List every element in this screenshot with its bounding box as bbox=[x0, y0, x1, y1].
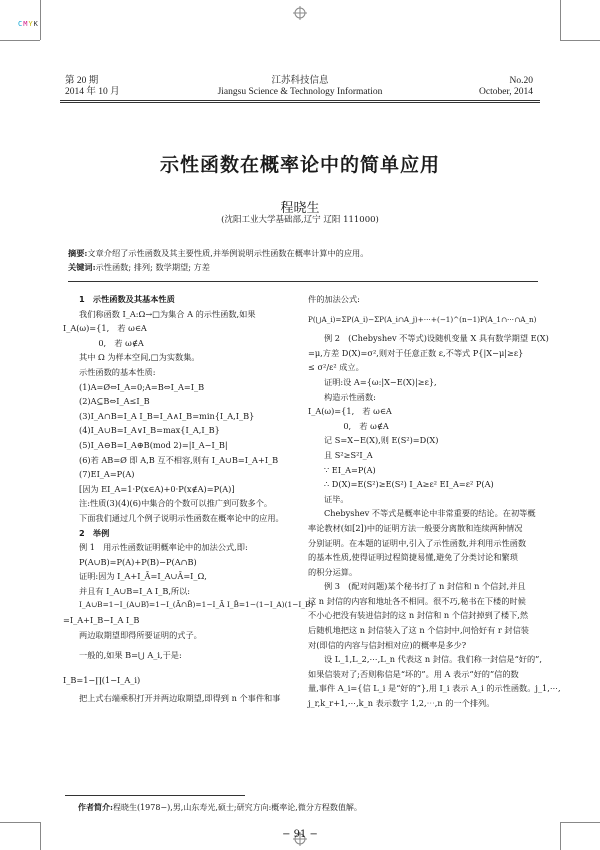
paper-title: 示性函数在概率论中的简单应用 bbox=[159, 154, 440, 176]
header-right bbox=[400, 76, 533, 98]
header-left bbox=[65, 76, 120, 98]
abstract-text: 文章介绍了示性函数及其主要性质,并举例说明示性函数在概率计算中的应用。 bbox=[87, 248, 369, 258]
body-line: 例 3 (配对问题)某个秘书打了 n 封信和 n 个信封,并且 bbox=[324, 581, 526, 592]
formula-line: 0, 若 ω∉A bbox=[308, 420, 389, 431]
property-line: (1)A=Ø⇔I_A=0;A=B⇔I_A=I_B bbox=[79, 381, 205, 392]
body-line: 我们称函数 I_A:Ω→□为集合 A 的示性函数,如果 bbox=[79, 308, 256, 319]
cmyk-color-bar bbox=[18, 20, 39, 28]
left-column bbox=[63, 292, 314, 706]
body-line: 证明:设 A={ω:|X−E(X)|≥ε}, bbox=[324, 376, 437, 387]
body-line: 分别证明。在本题的证明中,引入了示性函数,并利用示性函数 bbox=[308, 537, 527, 548]
crop-mark-tl-v bbox=[40, 0, 41, 40]
property-line: (2)A⊆B⇔I_A≤I_B bbox=[79, 396, 150, 407]
body-line: 其中 Ω 为样本空间,□为实数集。 bbox=[79, 352, 200, 363]
crop-mark-tr-h bbox=[560, 40, 600, 41]
body-line: 证毕。 bbox=[324, 493, 349, 504]
body-line: 如果信装对了;否则称信是“坏的”。用 A 表示“好的”信的数 bbox=[308, 668, 519, 679]
issue-date-en: October, 2014 bbox=[479, 87, 533, 97]
body-line: 对(即信的内容与信封相对应)的概率是多少? bbox=[308, 639, 467, 650]
header-rule-thin bbox=[60, 102, 540, 103]
author-bio bbox=[78, 802, 362, 813]
formula-line: I_B=1−∏(1−I_A_i) bbox=[63, 674, 141, 685]
author-bio-text: 程晓生(1978−),男,山东寿光,硕士;研究方向:概率论,微分方程数值解。 bbox=[112, 803, 362, 812]
abstract-block bbox=[68, 247, 538, 273]
property-line: (4)I_A∪B=I_A∨I_B=max{I_A,I_B} bbox=[79, 425, 220, 436]
body-line: 例 2 (Chebyshev 不等式)设随机变量 X 具有数学期望 E(X) bbox=[324, 333, 549, 344]
body-line: 不小心把没有装进信封的这 n 封信和 n 个信封掉到了楼下,然 bbox=[308, 610, 529, 621]
crop-mark-bl-h bbox=[0, 822, 40, 823]
body-line: 注:性质(3)(4)(6)中集合的个数可以推广到可数多个。 bbox=[79, 498, 273, 509]
abstract-label: 摘要: bbox=[68, 248, 88, 258]
body-line: 并且有 I_A∪B=I_A I_B,所以: bbox=[79, 585, 191, 596]
formula-line: I_A(ω)={1, 若 ω∈A bbox=[308, 406, 392, 417]
formula-line: ∴ D(X)=E(S²)≥E(S²) I_A≥ε² EI_A=ε² P(A) bbox=[324, 479, 494, 490]
author-name: 程晓生 bbox=[280, 201, 320, 216]
property-line: (6)若 AB=Ø 即 A,B 互不相容,则有 I_A∪B=I_A+I_B bbox=[79, 454, 279, 465]
body-line: 这 n 封信的内容和地址各不相同。很不巧,秘书在下楼的时候 bbox=[308, 595, 526, 606]
crop-mark-br-h bbox=[560, 822, 600, 823]
header-rule bbox=[60, 100, 540, 101]
right-column bbox=[308, 292, 561, 711]
issue-date: 2014 年 10 月 bbox=[65, 87, 120, 97]
formula-line: P(A∪B)=P(A)+P(B)−P(A∩B) bbox=[79, 556, 197, 567]
body-line: 的基本性质,使得证明过程简捷易懂,避免了分类讨论和繁琐 bbox=[308, 552, 518, 563]
body-line: 量,事件 A_i={信 L_i 是“好的”},用 I_i 表示 A_i 的示性函数。j_1,⋯, bbox=[308, 683, 561, 694]
formula-line: I_A∪B=1−I_(A∪B)̄=1−I_(Ā∩B̄)=1−I_Ā I_B̄=1−(1−I_A)(1−I_B) bbox=[79, 600, 314, 610]
journal-name-cn: 江苏科技信息 bbox=[271, 76, 329, 86]
section-heading: 2 举例 bbox=[79, 527, 110, 538]
body-line: 率论教材(如[2])中的证明方法一般要分离散和连续两种情况 bbox=[308, 522, 523, 533]
body-line: 例 1 用示性函数证明概率论中的加法公式,即: bbox=[79, 542, 248, 553]
formula-line: 0, 若 ω∉A bbox=[63, 337, 144, 348]
color-k: K bbox=[33, 20, 39, 28]
property-line: (3)I_A∩B=I_A I_B=I_A∧I_B=min{I_A,I_B} bbox=[79, 410, 255, 421]
body-line: 示性函数的基本性质: bbox=[79, 366, 156, 377]
body-line: [因为 EI_A=1·P(x∈A)+0·P(x∉A)=P(A)] bbox=[79, 483, 235, 494]
formula-line: P(⋃A_i)=ΣP(A_i)−ΣP(A_i∩A_j)+⋯+(−1)^(n−1)P(A_1∩⋯∩A_n) bbox=[308, 314, 537, 324]
body-line: 后随机地把这 n 封信装入了这 n 个信封中,问恰好有 r 封信装 bbox=[308, 625, 529, 636]
section-heading: 1 示性函数及其基本性质 bbox=[79, 294, 175, 304]
body-line: 两边取期望即得所要证明的式子。 bbox=[79, 629, 202, 640]
issue-number-en: No.20 bbox=[509, 76, 533, 86]
body-line: 证明:因为 I_A+I_Ā=I_A∪Ā=I_Ω, bbox=[79, 571, 207, 582]
color-m: M bbox=[23, 20, 29, 28]
author-bio-label: 作者简介: bbox=[78, 802, 113, 812]
body-line: 的积分运算。 bbox=[308, 566, 358, 577]
body-line: 下面我们通过几个例子说明示性函数在概率论中的应用。 bbox=[79, 512, 284, 523]
property-line: (7)EI_A=P(A) bbox=[79, 469, 135, 480]
body-line: 一般的,如果 B=⋃ A_i,于是: bbox=[79, 650, 182, 661]
body-line: 构造示性函数: bbox=[324, 391, 376, 402]
page-number: − 91 − bbox=[282, 829, 318, 840]
crop-mark-tl-h bbox=[0, 40, 40, 41]
formula-line: =I_A+I_B−I_A I_B bbox=[63, 615, 140, 626]
body-line: 把上式右端乘积打开并两边取期望,即得到 n 个事件和事 bbox=[79, 693, 281, 704]
abstract-line bbox=[68, 247, 538, 259]
keywords-text: 示性函数; 排列; 数学期望; 方差 bbox=[95, 262, 210, 272]
footnote-rule bbox=[65, 795, 245, 796]
body-line: j_r,k_r+1,⋯,k_n 表示数字 1,2,⋯,n 的一个排列。 bbox=[308, 698, 495, 709]
body-line: 记 S=X−E(X),则 E(S²)=D(X) bbox=[324, 435, 439, 446]
formula-line: I_A(ω)={1, 若 ω∈A bbox=[63, 323, 147, 334]
body-line: Chebyshev 不等式是概率论中非常重要的结论。在初等概 bbox=[324, 508, 536, 519]
abstract-rule bbox=[68, 281, 538, 282]
issue-number: 第 20 期 bbox=[65, 76, 99, 86]
journal-name-en: Jiangsu Science & Technology Information bbox=[217, 87, 383, 97]
property-line: (5)I_A⊖B=I_A⊕B(mod 2)=|I_A−I_B| bbox=[79, 439, 228, 450]
body-line: 且 S²≥S²I_A bbox=[324, 449, 373, 460]
body-line: ∵ EI_A=P(A) bbox=[324, 464, 376, 475]
keywords-label: 关键词: bbox=[68, 262, 96, 272]
body-line: 设 L_1,L_2,⋯,L_n 代表这 n 封信。我们称一封信是“好的”, bbox=[324, 654, 542, 665]
color-y: Y bbox=[28, 20, 34, 28]
crop-mark-tr-v bbox=[560, 0, 561, 40]
registration-mark-top bbox=[293, 6, 307, 20]
keywords-line bbox=[68, 261, 538, 273]
author-affiliation: (沈阳工业大学基础部,辽宁 辽阳 111000) bbox=[221, 215, 379, 225]
color-c: C bbox=[18, 20, 24, 28]
body-line: =μ,方差 D(X)=σ²,则对于任意正数 ε,不等式 P{|X−μ|≥ε} bbox=[308, 347, 524, 358]
body-line: ≤ σ²/ε² 成立。 bbox=[308, 362, 364, 373]
body-line: 件的加法公式: bbox=[308, 294, 360, 304]
